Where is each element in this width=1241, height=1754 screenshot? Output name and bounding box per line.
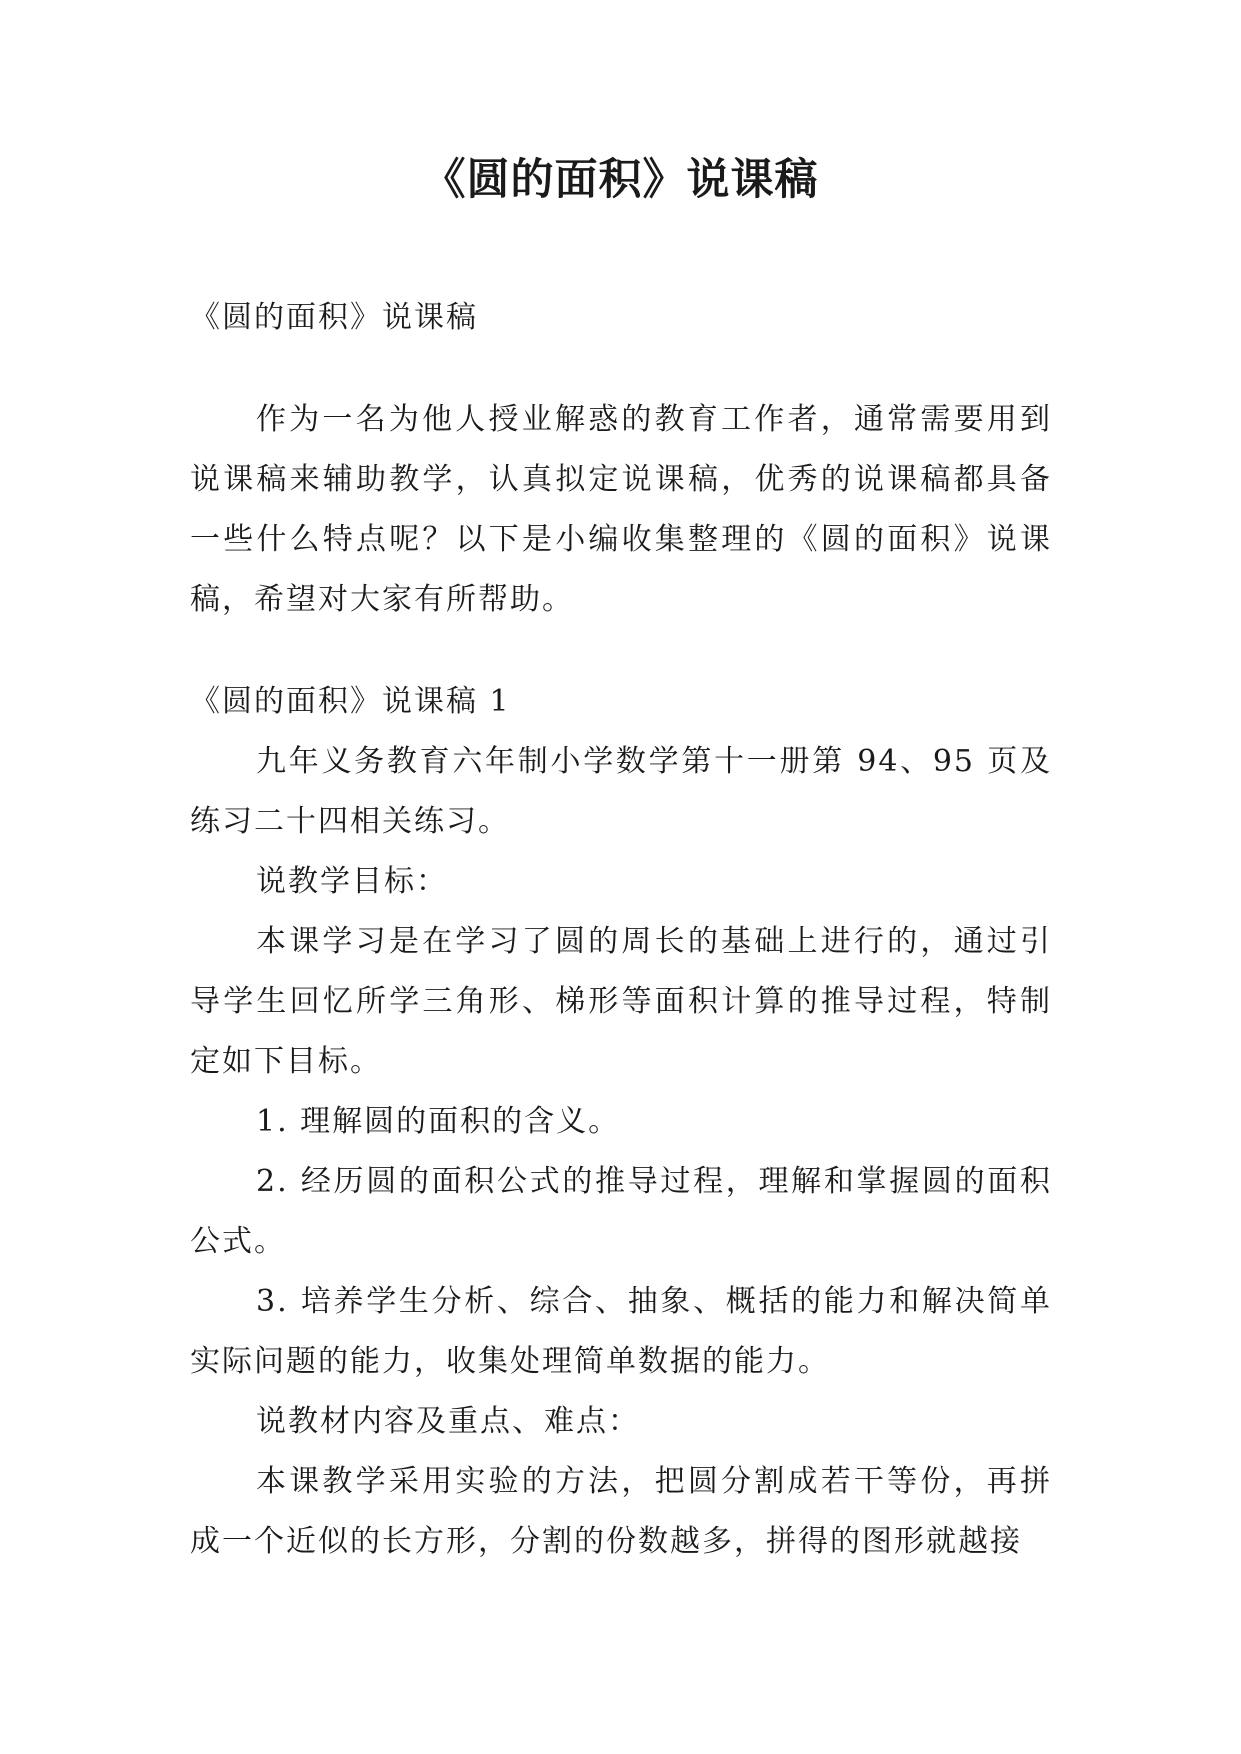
content-paragraph: 本课教学采用实验的方法，把圆分割成若干等份，再拼成一个近似的长方形，分割的份数越多，拼得的图形就越接	[190, 1464, 1052, 1559]
document-subtitle: 《圆的面积》说课稿	[190, 300, 478, 335]
goal-item-1: 1. 理解圆的面积的含义。	[256, 1104, 621, 1139]
textbook-paragraph: 九年义务教育六年制小学数学第十一册第 94、95 页及练习二十四相关练习。	[190, 744, 1052, 839]
goal-item-2: 2. 经历圆的面积公式的推导过程，理解和掌握圆的面积公式。	[190, 1164, 1052, 1259]
intro-paragraph: 作为一名为他人授业解惑的教育工作者，通常需要用到说课稿来辅助教学，认真拟定说课稿，优秀的说课稿都具备一些什么特点呢？以下是小编收集整理的《圆的面积》说课稿，希望对大家有所帮助。	[190, 402, 1052, 617]
goals-heading: 说教学目标：	[256, 864, 448, 899]
document-title: 《圆的面积》说课稿	[422, 155, 819, 205]
content-heading: 说教材内容及重点、难点：	[256, 1404, 640, 1439]
document-body	[190, 288, 1052, 1572]
goals-paragraph: 本课学习是在学习了圆的周长的基础上进行的，通过引导学生回忆所学三角形、梯形等面积计算的推导过程，特制定如下目标。	[190, 924, 1052, 1079]
section-heading: 《圆的面积》说课稿 1	[190, 684, 511, 719]
goal-item-3: 3. 培养学生分析、综合、抽象、概括的能力和解决简单实际问题的能力，收集处理简单数据的能力。	[190, 1284, 1052, 1379]
